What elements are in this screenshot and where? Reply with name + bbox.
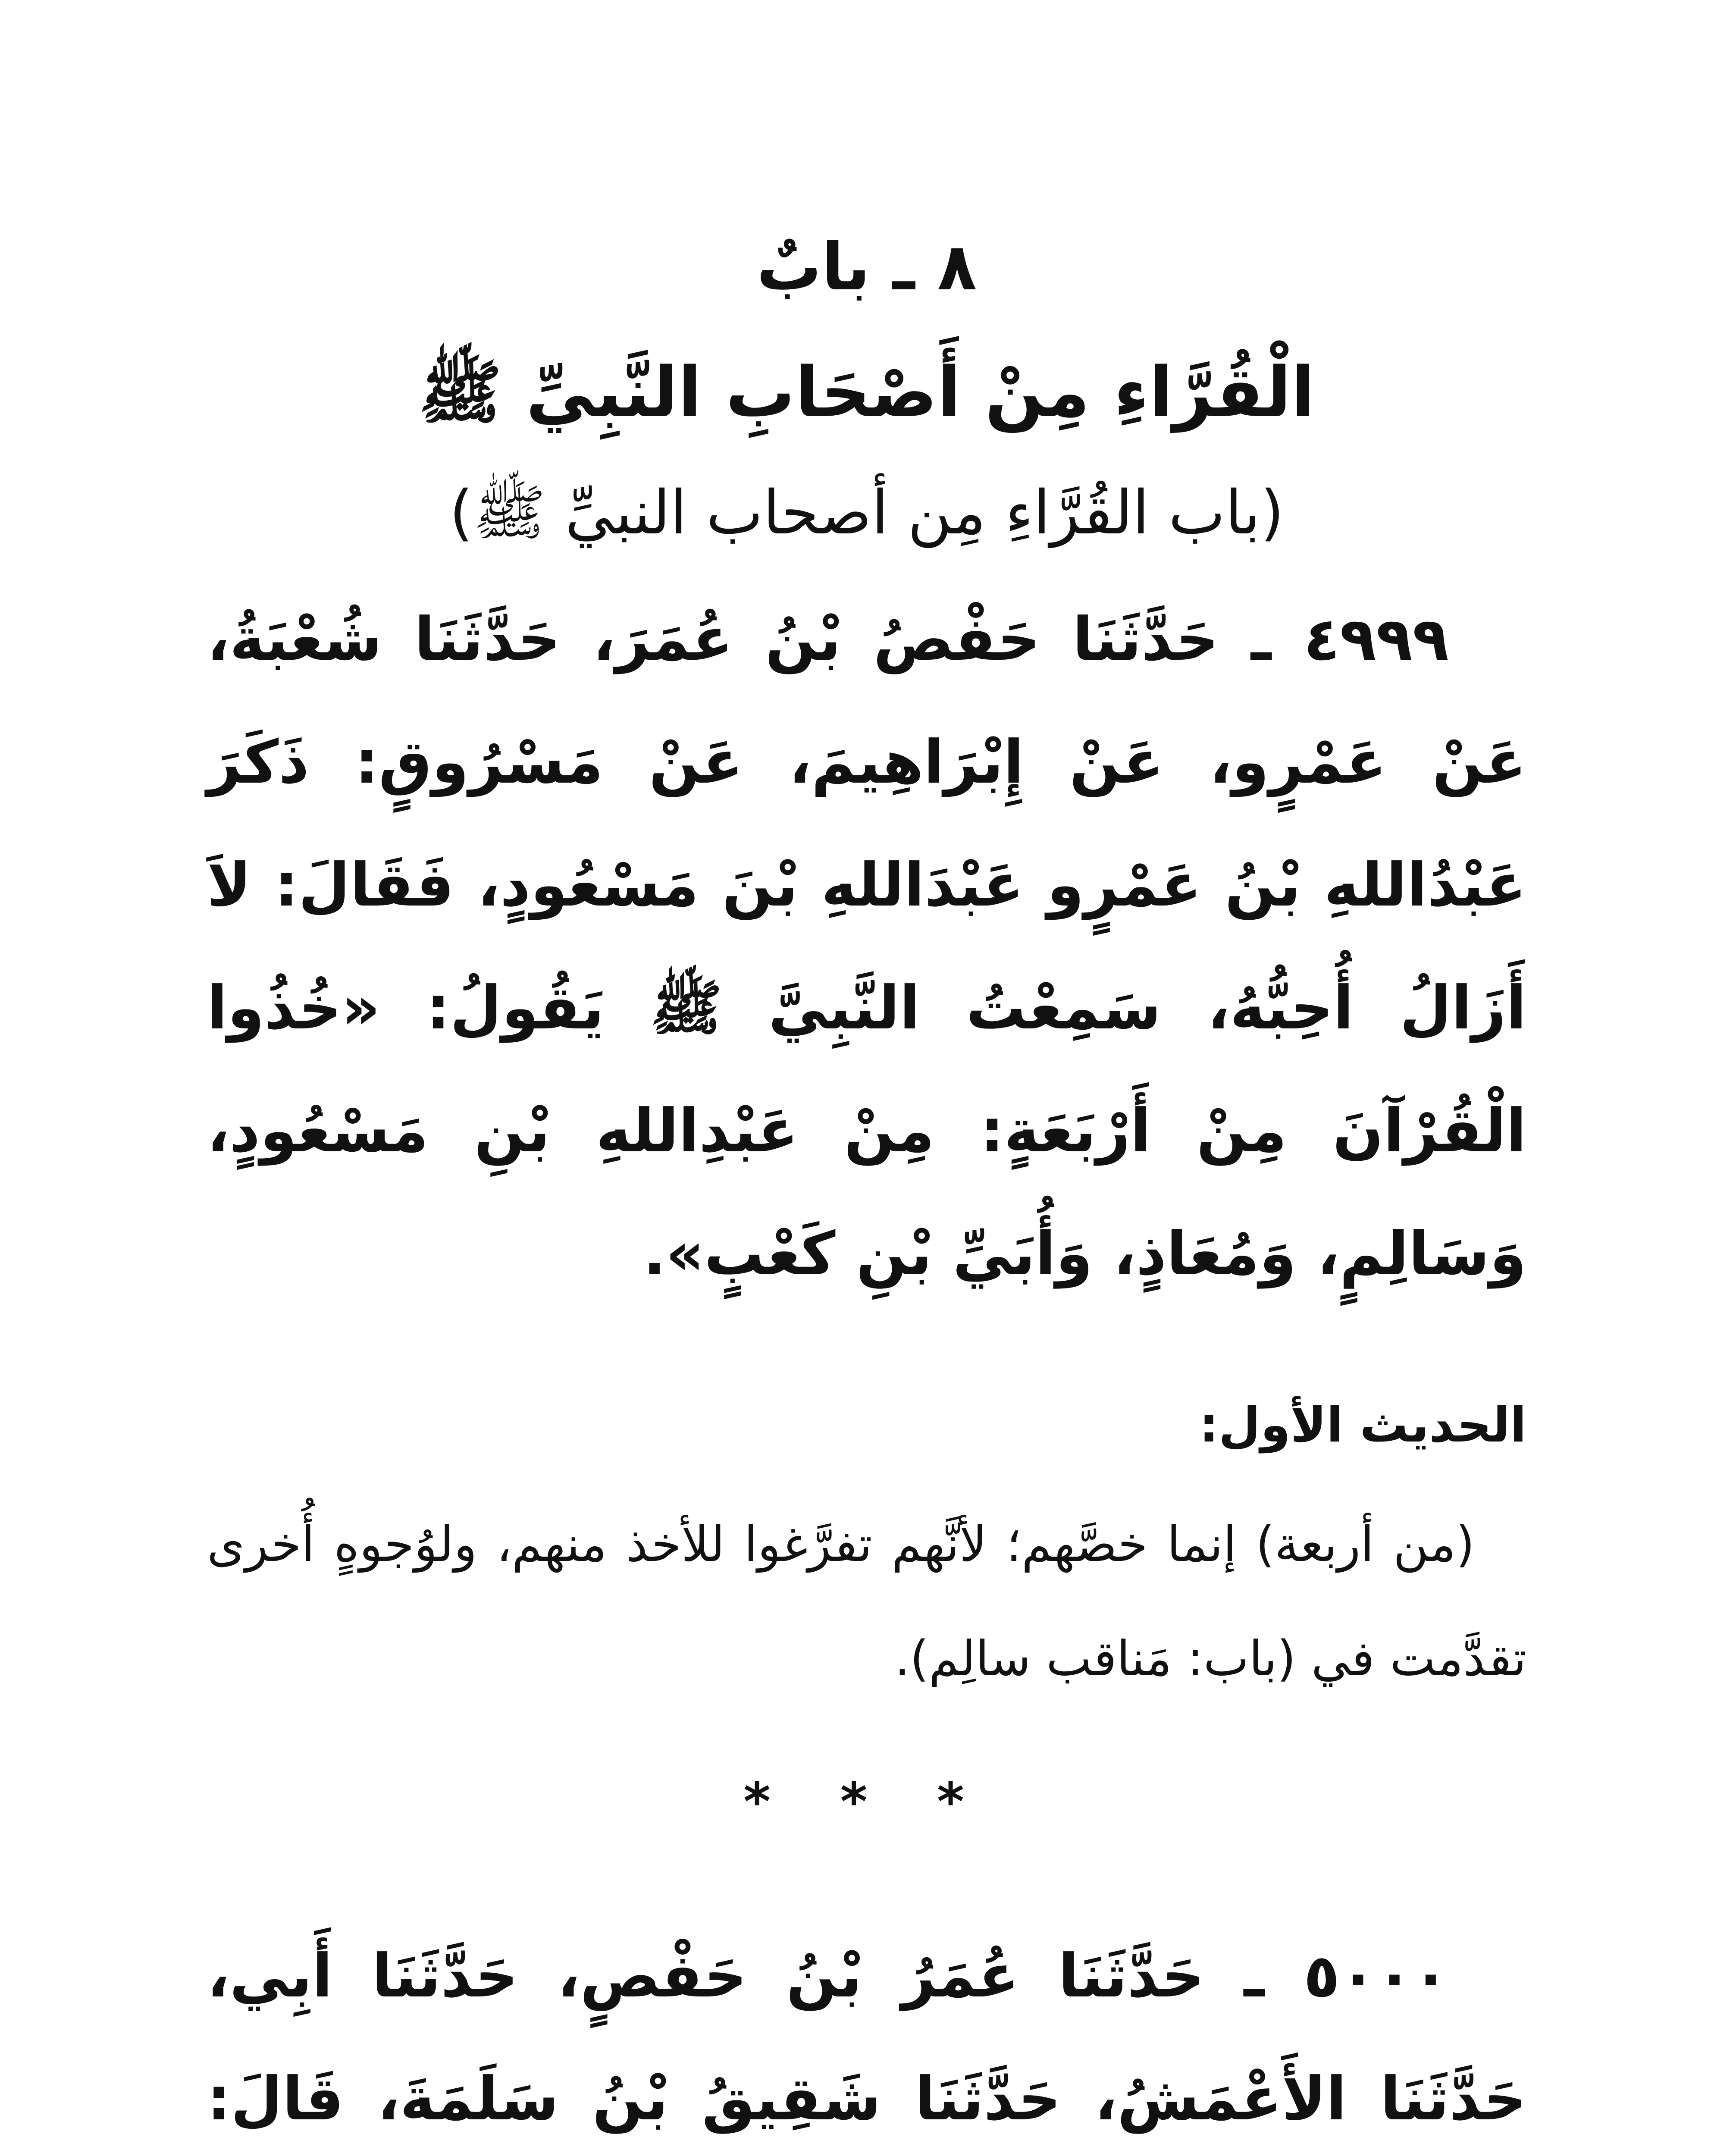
chapter-title: الْقُرَّاءِ مِنْ أَصْحَابِ النَّبِيِّ ﷺ xyxy=(418,352,1315,432)
section-separator: * * * xyxy=(743,1772,990,1832)
page-content xyxy=(207,216,1526,2156)
chapter-subtitle: (باب القُرَّاءِ مِن أصحاب النبيِّ ﷺ) xyxy=(449,478,1284,548)
hadith-5000: ٥٠٠٠ ـ حَدَّثَنَا عُمَرُ بْنُ حَفْصٍ، حَدَّثَنَا أَبِي، حَدَّثَنَا الأَعْمَشُ، حَدَّثَنَا شَقِيقُ بْنُ سَلَمَةَ، قَالَ: xyxy=(207,1941,1526,2134)
hadith-4999: ٤٩٩٩ ـ حَدَّثَنَا حَفْصُ بْنُ عُمَرَ، حَدَّثَنَا شُعْبَةُ، عَنْ عَمْرٍو، عَنْ إِبْرَاهِيمَ، عَنْ مَسْرُوقٍ: ذَكَرَ عَبْدُاللهِ بْنُ عَمْرٍو عَبْدَاللهِ بْنَ مَسْعُودٍ، فَقَالَ: لاَ أَزَالُ أُحِبُّهُ، سَمِعْتُ النَّبِيَّ ﷺ يَقُولُ: «خُذُوا الْقُرْآنَ مِنْ أَرْبَعَةٍ: مِنْ عَبْدِاللهِ بْنِ مَسْعُودٍ، وَسَالِمٍ، وَمُعَاذٍ، وَأُبَيِّ بْنِ كَعْبٍ». xyxy=(207,605,1526,1288)
chapter-number: ٨ ـ بابٌ xyxy=(756,230,977,305)
commentary-paragraph: (من أربعة) إنما خصَّهم؛ لأنَّهم تفرَّغوا للأخذ منهم، ولوُجوهٍ أُخرى تقدَّمت في (باب: مَناقب سالِم). xyxy=(207,1517,1526,1687)
section-heading: الحديث الأول: xyxy=(1199,1397,1526,1453)
